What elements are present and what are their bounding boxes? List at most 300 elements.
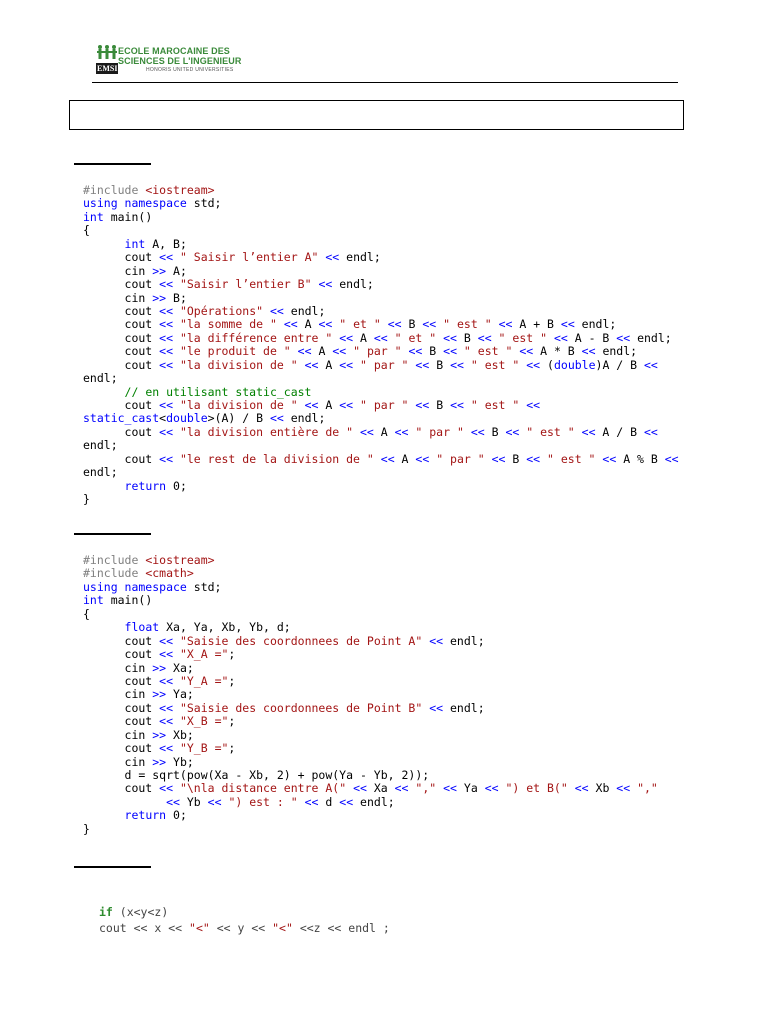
code-block-1 [83,184,679,507]
code-token: Ya [456,781,485,796]
code-token: << [166,794,180,809]
code-token: << [159,714,174,729]
code-token: A, B; [145,236,187,251]
code-token: d [318,794,340,809]
code-token: ; [228,741,236,756]
code-token: << [304,398,319,412]
code-token: << [318,317,333,332]
header-rule [92,82,678,83]
code-token: ; [228,647,236,662]
code-token: B [456,330,478,345]
code-token: >> [152,727,167,742]
code-token: << [450,357,464,372]
code-token: int [124,236,146,251]
code-token: A / B [595,424,644,439]
code-line [83,426,679,439]
code-token [298,358,305,372]
code-token: " par " [429,451,485,466]
code-token: A [394,451,416,466]
code-token: << [373,330,388,345]
code-token: cout [83,357,160,372]
code-token: << [574,781,589,796]
code-token: cin [83,660,153,675]
code-token: cout [83,451,160,466]
code-token: cout [83,741,160,756]
code-token: cout [83,250,160,265]
code-token: "<" [272,921,293,935]
code-line [83,412,679,425]
code-token: #include [83,553,146,567]
code-token: "la division entière de " [173,424,354,439]
code-line [99,920,390,936]
code-token [83,620,125,634]
code-token: << [498,317,513,332]
code-token: "Saisir l’entier B" [173,277,312,292]
code-token: Yb [179,794,208,809]
code-token: "Y_A =" [173,673,229,688]
code-token: <cmath> [145,566,194,581]
code-token [83,237,125,251]
code-token: cout [83,700,160,715]
code-token: endl; [83,438,118,453]
code-token: << [643,424,658,439]
code-token: int [83,209,104,224]
code-token: A - B [567,330,617,345]
code-token: << [415,398,430,412]
school-logo [96,44,246,80]
code-line [83,702,658,715]
code-token: << [207,794,222,809]
code-token: endl; [283,411,326,426]
code-line [83,251,679,264]
code-token: << [484,781,499,796]
code-token: << [505,424,520,439]
code-token: B [422,344,444,359]
code-token: " est " [463,398,520,412]
code-token: endl; [630,330,672,345]
code-token: << [159,633,174,648]
code-token [83,385,125,399]
code-token: " et " [387,330,437,345]
code-token: cout [83,633,160,648]
code-token: << [159,330,174,345]
section-1-heading-rule [74,163,151,165]
code-line [83,782,658,795]
code-token: endl; [443,700,485,715]
code-token: Xa [366,781,395,796]
code-token: " par " [353,398,409,412]
code-token: "Opérations" [173,303,264,318]
code-token: << [470,424,485,439]
code-token: << [159,741,174,756]
code-token [464,425,471,439]
logo-subtitle: HONORIS UNITED UNIVERSITIES [146,67,234,73]
code-token: "<" [189,921,210,935]
code-token [298,398,305,412]
code-token: endl; [83,465,118,480]
code-token: << [477,330,492,345]
code-token: (x<y<z) [112,905,169,919]
title-box [69,100,684,130]
code-token: Xb [588,781,617,796]
code-token [83,795,166,809]
code-token: 0; [166,808,187,823]
code-token: "la somme de " [173,317,277,332]
code-token: ( [540,357,554,372]
code-token: << [159,357,174,372]
code-token: "la division de " [173,398,298,412]
code-token [83,479,125,493]
code-token: " Saisir l’entier A" [173,250,319,265]
code-line [83,278,679,291]
code-token: A [318,357,340,372]
code-token: B; [166,290,187,305]
code-line [83,292,679,305]
code-line [83,399,679,412]
code-token: cout [83,317,160,332]
code-token: " et " [332,317,381,332]
code-token: Xa; [166,660,194,675]
code-line [83,729,658,742]
code-line [83,386,679,399]
code-token: return [124,808,167,823]
code-token: << [519,344,534,359]
code-token: << [359,424,374,439]
code-block-3 [99,904,390,936]
code-token: endl; [283,303,326,318]
code-token: { [83,223,90,238]
code-token: " par " [408,424,464,439]
code-line [83,305,679,318]
code-token: << [415,451,430,466]
code-token: >(A) / B [207,411,270,426]
code-token: <iostream> [145,183,215,197]
code-token: >> [152,263,167,278]
code-token: " est " [457,344,513,359]
code-line [83,567,658,580]
code-token [298,795,305,809]
code-token: << y << [209,921,273,935]
code-line [83,756,658,769]
code-token [263,304,270,318]
code-token: cout << x << [99,921,190,935]
code-token: << [616,330,631,345]
code-token: std; [186,196,222,211]
code-token: int [83,593,104,608]
code-token: cin [83,754,153,769]
code-block-2 [83,554,658,836]
code-token: cout [83,344,160,359]
code-token: std; [186,579,222,594]
code-token: endl; [595,344,638,359]
code-token: << [429,700,444,715]
code-line [83,318,679,331]
code-token: << [602,451,617,466]
code-token: // en utilisant static_cast [124,384,312,399]
code-token: << [616,781,631,796]
code-line [83,594,658,607]
code-token: double [166,411,208,426]
code-token [291,344,298,358]
code-token: cin [83,290,153,305]
code-token [381,317,388,331]
code-token: << [394,424,409,439]
code-token: << [269,303,284,318]
code-token: static_cast [83,411,160,426]
code-token [277,317,284,331]
code-token: " est " [463,357,520,372]
code-token: } [83,821,90,836]
code-line [83,453,679,466]
code-token: B [429,357,451,372]
code-token: << [415,357,430,372]
emblem-text: EMSI [97,64,118,73]
code-token [402,344,409,358]
section-2-heading-rule [74,533,151,535]
code-token: << [353,781,367,796]
code-token: "\nla distance entre A(" [173,781,347,796]
logo-line-1: ECOLE MAROCAINE DES [118,46,230,56]
code-token: << [318,277,333,292]
code-token: cout [83,781,160,796]
code-line [83,554,658,567]
code-token: )A / B [595,357,644,372]
code-token: endl; [332,277,374,292]
code-token: cout [83,303,160,318]
code-token: "la division de " [173,357,298,372]
logo-line-2: SCIENCES DE L'INGENIEUR [118,56,242,66]
code-token: cout [83,647,160,662]
code-line [83,224,679,237]
code-token: B [429,398,451,412]
code-token: d = sqrt(pow(Xa - Xb, 2) + pow(Ya - Yb, 2)); [83,768,430,782]
code-line [83,648,658,661]
code-token: << [159,398,174,412]
code-token: "Saisie des coordonnees de Point A" [173,633,423,648]
code-line [83,581,658,594]
code-token: " par " [353,357,409,372]
code-token: " est " [491,330,548,345]
code-token [568,781,575,795]
code-token: << [283,317,298,332]
code-token: main() [103,209,153,224]
code-token: endl; [443,633,485,648]
code-token: << [450,398,464,412]
code-token: >> [152,660,167,675]
code-token: << [325,250,340,265]
code-token: Xa, Ya, Xb, Yb, d; [159,620,291,635]
section-3-heading-rule [74,866,151,868]
code-line [83,675,658,688]
code-token: double [553,357,596,372]
code-token: << [443,781,457,796]
code-token: << [339,330,354,345]
code-token: ; [228,673,236,688]
code-token: << [159,303,174,318]
code-token: cin [83,263,153,278]
code-line [83,493,679,506]
code-token: "le produit de " [173,344,291,359]
code-token: << [159,781,174,796]
code-token: A [318,398,340,412]
code-token: endl; [83,371,118,386]
code-token: cout [83,398,160,412]
code-token: endl; [574,317,617,332]
code-line [83,466,679,479]
code-token: >> [152,290,167,305]
code-line [83,359,679,372]
code-line [83,345,679,358]
code-token: << [643,357,658,372]
code-token: << [339,398,354,412]
code-token: A [353,330,374,345]
code-token: main() [103,593,153,608]
code-line [83,809,658,822]
code-token [492,317,499,331]
code-token: << [159,424,174,439]
code-token [575,425,582,439]
code-token: " par " [346,344,402,359]
code-token: A + B [512,317,561,332]
code-token: A [311,344,333,359]
code-line [83,265,679,278]
code-token: } [83,492,90,507]
code-token: #include [83,566,146,581]
code-line [83,635,658,648]
code-token: << [159,673,174,688]
code-token: using namespace [83,579,187,594]
code-line [83,796,658,809]
code-token: Xb; [166,727,194,742]
code-token: << [304,794,319,809]
code-token: B [401,317,423,332]
code-token: << [297,344,312,359]
code-token: "X_B =" [173,714,229,729]
code-token: return [124,478,167,493]
code-token: "Y_B =" [173,741,229,756]
code-token: << [560,317,575,332]
code-token: << [526,451,541,466]
code-token: << [553,330,568,345]
code-token: << [581,424,596,439]
code-token: << [159,250,174,265]
code-token: << [380,451,395,466]
code-token: " est " [436,317,492,332]
code-token: << [159,451,174,466]
code-token: A; [166,263,187,278]
code-token: << [581,344,596,359]
code-token: ") et B(" [498,781,568,796]
code-token: A % B [616,451,665,466]
code-token: >> [152,687,167,702]
code-token: 0; [166,478,187,493]
code-line [83,823,658,836]
code-token: << [159,277,174,292]
code-token: Yb; [166,754,194,769]
code-token: A [373,424,395,439]
code-token: << [339,794,354,809]
code-token: using namespace [83,196,187,211]
code-line [99,904,390,920]
code-token: <<z << endl ; [292,921,390,935]
code-token: cout [83,714,160,729]
code-token: << [526,398,541,412]
code-line [83,715,658,728]
code-token: << [339,357,354,372]
code-token: A * B [533,344,582,359]
code-line [83,238,679,251]
code-token: << [429,633,444,648]
code-token: cout [83,673,160,688]
code-line [83,621,658,634]
code-token: ; [228,714,236,729]
code-token: " est " [519,424,575,439]
code-token: << [304,357,319,372]
code-token [374,452,381,466]
code-token: cout [83,424,160,439]
code-token [353,425,360,439]
code-line [83,184,679,197]
code-line [83,197,679,210]
code-line [83,769,658,782]
code-token: << [394,781,409,796]
code-token [485,452,492,466]
code-line [83,211,679,224]
code-token: "," [408,781,437,796]
code-token: "," [630,781,658,796]
code-token: << [526,357,541,372]
code-token: "le rest de la division de " [173,451,374,466]
code-token: << [159,700,174,715]
code-token: ") est : " [221,794,298,809]
code-token: << [443,344,457,359]
code-token: < [159,411,167,426]
code-token: "la différence entre " [173,330,333,345]
code-line [83,439,679,452]
code-token: <iostream> [145,553,215,567]
code-token: B [505,451,527,466]
code-token: << [159,344,174,359]
code-token: << [332,344,347,359]
code-line [83,480,679,493]
code-token: cin [83,687,153,702]
code-line [83,332,679,345]
code-token: "X_A =" [173,647,229,662]
code-token: #include [83,183,146,197]
code-token: cin [83,727,153,742]
code-token: cout [83,277,160,292]
code-token: Ya; [166,687,194,702]
code-token: endl; [353,794,395,809]
code-token: B [484,424,506,439]
code-token [547,331,554,345]
code-token: << [664,451,679,466]
code-token: << [269,411,284,426]
code-token: A [297,317,319,332]
code-token: >> [152,754,167,769]
code-line [83,372,679,385]
code-token: << [422,317,437,332]
code-token: endl; [339,250,381,265]
code-token: cout [83,330,160,345]
code-token: " est " [540,451,596,466]
code-token: { [83,606,90,621]
code-token [83,808,125,822]
code-token: << [443,330,457,345]
code-line [83,742,658,755]
code-token: << [408,344,423,359]
code-token: << [159,317,174,332]
